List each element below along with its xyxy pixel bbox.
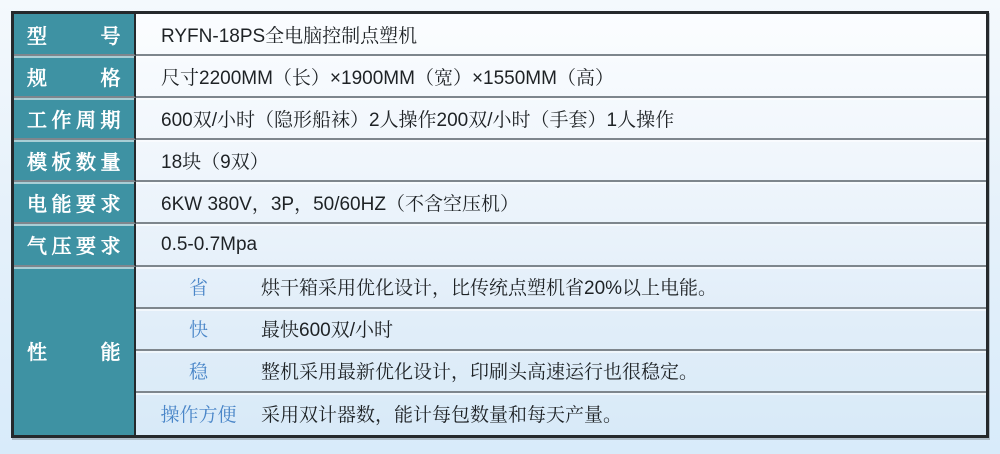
row-header-model	[14, 14, 136, 56]
row-value-template-count	[136, 140, 986, 182]
row-header-dimensions	[14, 56, 136, 98]
model-value-text: RYFN-18PS全电脑控制点塑机	[161, 25, 418, 47]
row-header-power-requirement	[14, 182, 136, 224]
row-header-performance-label: 性能	[27, 342, 121, 365]
performance-row-saving	[136, 267, 986, 309]
performance-row-stable	[136, 351, 986, 393]
row-header-model-label: 型号	[27, 25, 121, 48]
performance-row-fast	[136, 309, 986, 351]
row-header-work-cycle	[14, 98, 136, 140]
performance-desc-saving: 烘干箱采用优化设计，比传统点塑机省20%以上电能。	[261, 278, 718, 300]
performance-key-stable: 稳	[188, 362, 208, 384]
performance-desc-stable: 整机采用最新优化设计，印刷头高速运行也很稳定。	[261, 362, 699, 384]
row-value-work-cycle	[136, 98, 986, 140]
row-header-performance	[14, 267, 136, 435]
row-header-power-requirement-label: 电能要求	[27, 193, 121, 216]
spec-table	[11, 11, 989, 438]
row-header-air-pressure-label: 气压要求	[27, 236, 121, 259]
power-requirement-value-text: 6KW 380V，3P，50/60HZ（不含空压机）	[161, 193, 519, 215]
row-header-template-count-label: 模板数量	[27, 151, 121, 174]
air-pressure-value-text: 0.5-0.7Mpa	[161, 233, 258, 255]
row-value-dimensions	[136, 56, 986, 98]
performance-row-easy-operation	[136, 393, 986, 435]
performance-desc-easy-operation: 采用双计器数，能计每包数量和每天产量。	[261, 405, 623, 427]
performance-key-easy-operation: 操作方便	[160, 405, 237, 427]
performance-desc-fast: 最快600双/小时	[261, 320, 393, 342]
dimensions-value-text: 尺寸2200MM（长）×1900MM（宽）×1550MM（高）	[161, 67, 614, 89]
row-header-dimensions-label: 规格	[27, 67, 121, 90]
row-header-work-cycle-label: 工作周期	[27, 109, 121, 132]
work-cycle-value-text: 600双/小时（隐形船袜）2人操作200双/小时（手套）1人操作	[161, 109, 675, 131]
row-value-air-pressure	[136, 224, 986, 266]
row-value-model	[136, 14, 986, 56]
performance-key-fast: 快	[188, 320, 208, 342]
template-count-value-text: 18块（9双）	[161, 151, 269, 173]
row-header-template-count	[14, 140, 136, 182]
row-header-air-pressure	[14, 224, 136, 266]
performance-key-saving: 省	[188, 278, 208, 300]
row-value-power-requirement	[136, 182, 986, 224]
